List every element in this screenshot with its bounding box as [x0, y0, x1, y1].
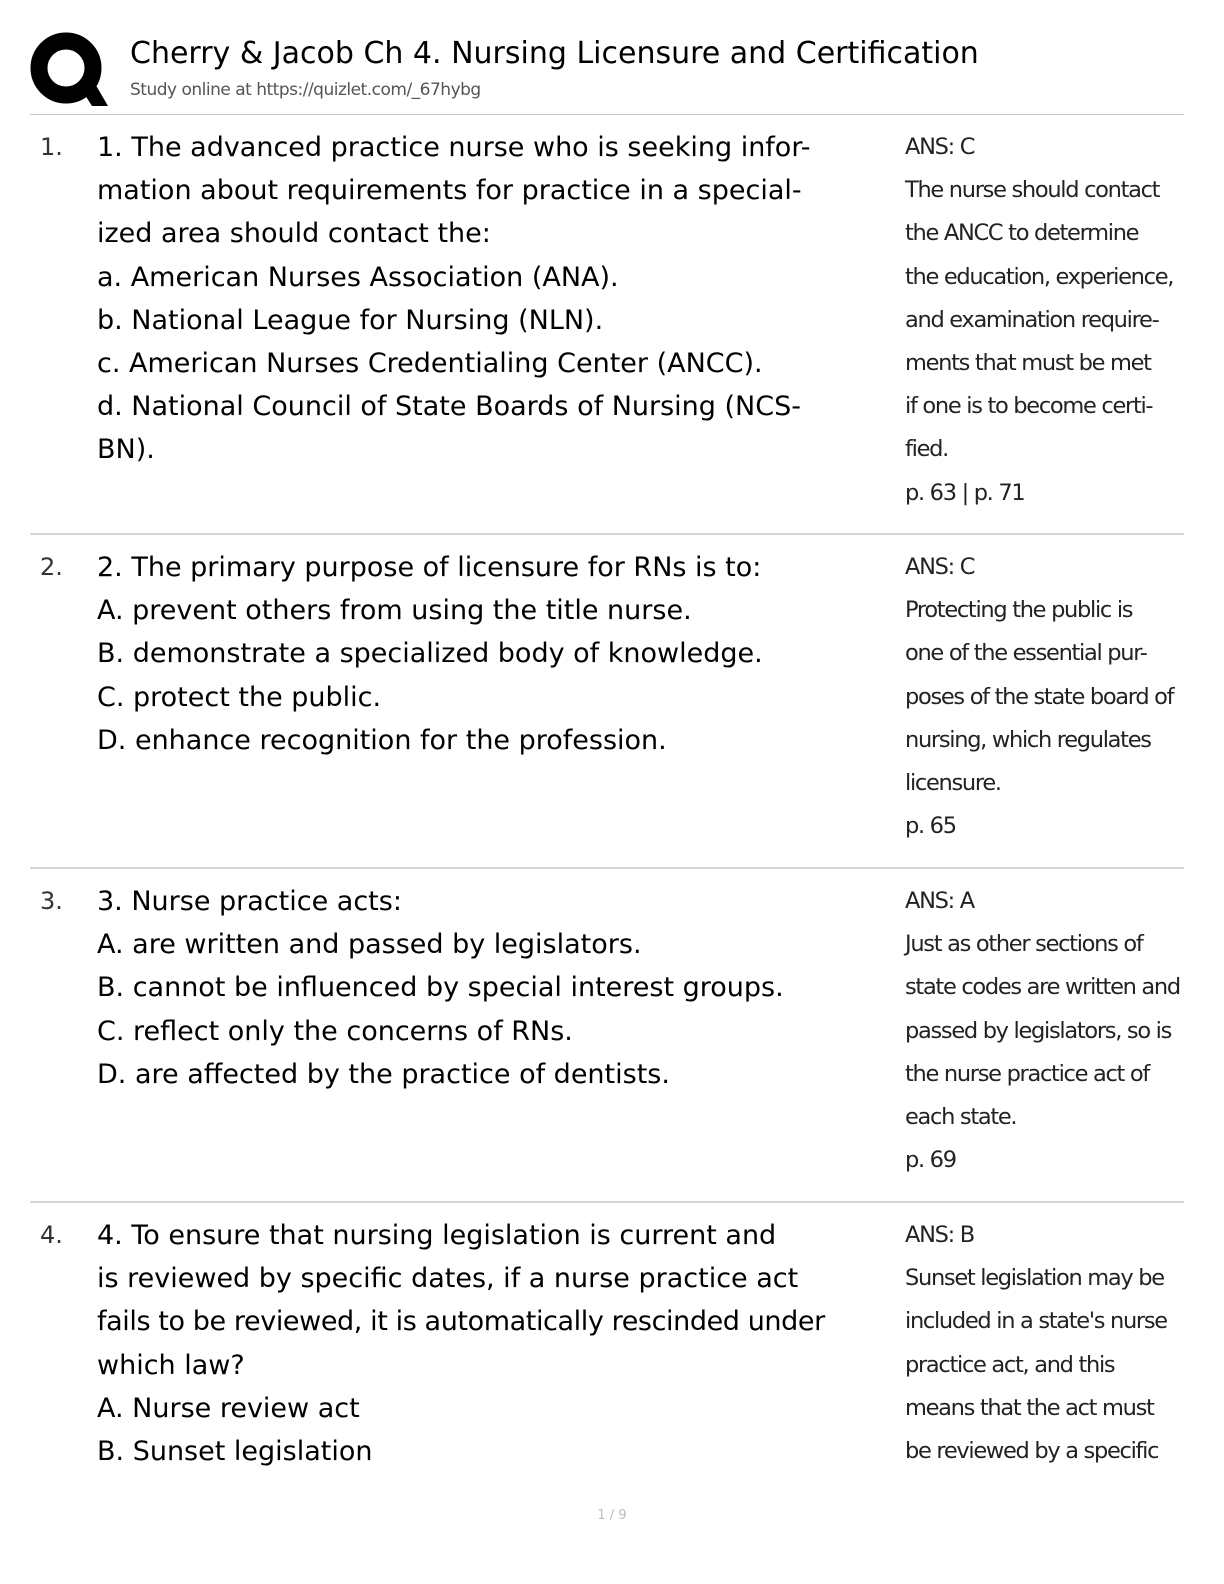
question-line: B. demonstrate a specialized body of knowledge. — [97, 638, 763, 670]
card-divider — [30, 867, 1184, 869]
answer-line: one of the essential pur- — [905, 640, 1147, 667]
question-line: is reviewed by specific dates, if a nurse practice act — [97, 1263, 799, 1295]
card-number: 2. — [40, 553, 63, 581]
question-line: A. prevent others from using the title nurse. — [97, 595, 692, 627]
card-answer — [905, 1214, 1195, 1473]
answer-line: poses of the state board of — [905, 683, 1174, 710]
question-line: 3. Nurse practice acts: — [97, 886, 402, 917]
question-line: B. Sunset legislation — [97, 1436, 373, 1468]
question-line: d. National Council of State Boards of Nursing (NCS- — [97, 391, 801, 423]
card-divider — [30, 533, 1184, 535]
question-line: 2. The primary purpose of licensure for RNs is to: — [97, 552, 762, 583]
answer-line: ANS: C — [905, 554, 975, 580]
question-line: 4. To ensure that nursing legislation is current and — [97, 1220, 777, 1251]
question-line: A. are written and passed by legislators. — [97, 929, 642, 961]
answer-line: licensure. — [905, 770, 1001, 797]
card-question — [97, 126, 905, 472]
question-line: which law? — [97, 1349, 245, 1381]
question-line: c. American Nurses Credentialing Center (ANCC). — [97, 348, 763, 380]
answer-line: if one is to become certi- — [905, 393, 1153, 420]
answer-line: fied. — [905, 436, 948, 463]
answer-line: and examination require- — [905, 306, 1159, 333]
card-answer — [905, 546, 1195, 848]
question-line: BN). — [97, 434, 155, 466]
answer-line: state codes are written and — [905, 974, 1180, 1001]
card-number: 1. — [40, 133, 63, 161]
question-line: C. reflect only the concerns of RNs. — [97, 1015, 573, 1047]
answer-line: p. 65 — [905, 813, 956, 840]
answer-line: passed by legislators, so is — [905, 1017, 1172, 1044]
answer-line: be reviewed by a specific — [905, 1438, 1159, 1465]
card-number: 3. — [40, 887, 63, 915]
answer-line: nursing, which regulates — [905, 726, 1151, 753]
question-line: b. National League for Nursing (NLN). — [97, 304, 604, 336]
question-line: fails to be reviewed, it is automatically rescinded under — [97, 1306, 825, 1338]
question-line: B. cannot be influenced by special interest groups. — [97, 972, 784, 1004]
card-number: 4. — [40, 1221, 63, 1249]
answer-line: The nurse should contact — [905, 177, 1160, 204]
answer-line: Sunset legislation may be — [905, 1265, 1164, 1292]
answer-line: means that the act must — [905, 1394, 1154, 1421]
answer-line: included in a state's nurse — [905, 1308, 1167, 1335]
card-answer — [905, 880, 1195, 1182]
answer-line: ANS: A — [905, 888, 974, 914]
answer-line: Just as other sections of — [905, 931, 1143, 958]
question-line: mation about requirements for practice in a special- — [97, 175, 802, 207]
answer-line: Protecting the public is — [905, 597, 1133, 624]
page-header — [30, 28, 1190, 114]
question-line: a. American Nurses Association (ANA). — [97, 261, 619, 293]
answer-line: the ANCC to determine — [905, 220, 1139, 247]
document-title: Cherry & Jacob Ch 4. Nursing Licensure and Certification — [130, 36, 979, 71]
answer-line: ANS: B — [905, 1222, 974, 1248]
question-line: D. enhance recognition for the profession. — [97, 724, 667, 756]
question-line: ized area should contact the: — [97, 218, 491, 250]
answer-line: p. 63 | p. 71 — [905, 479, 1025, 506]
question-line: 1. The advanced practice nurse who is seeking infor- — [97, 132, 811, 163]
answer-line: p. 69 — [905, 1147, 956, 1174]
answer-line: ments that must be met — [905, 350, 1151, 377]
answer-line: ANS: C — [905, 134, 975, 160]
study-online-link[interactable]: Study online at https://quizlet.com/_67hybg — [130, 80, 481, 100]
question-line: C. protect the public. — [97, 681, 382, 713]
card-question — [97, 880, 905, 1096]
question-line: A. Nurse review act — [97, 1392, 360, 1424]
answer-line: the nurse practice act of — [905, 1060, 1150, 1087]
answer-line: the education, experience, — [905, 263, 1174, 290]
card-divider — [30, 1201, 1184, 1203]
header-divider — [30, 114, 1184, 115]
card-question — [97, 1214, 905, 1473]
page-number: 1 / 9 — [597, 1508, 627, 1523]
question-line: D. are affected by the practice of dentists. — [97, 1058, 670, 1090]
answer-line: each state. — [905, 1104, 1017, 1131]
card-answer — [905, 126, 1195, 515]
quizlet-q-logo-icon — [30, 32, 108, 110]
answer-line: practice act, and this — [905, 1351, 1115, 1378]
card-question — [97, 546, 905, 762]
